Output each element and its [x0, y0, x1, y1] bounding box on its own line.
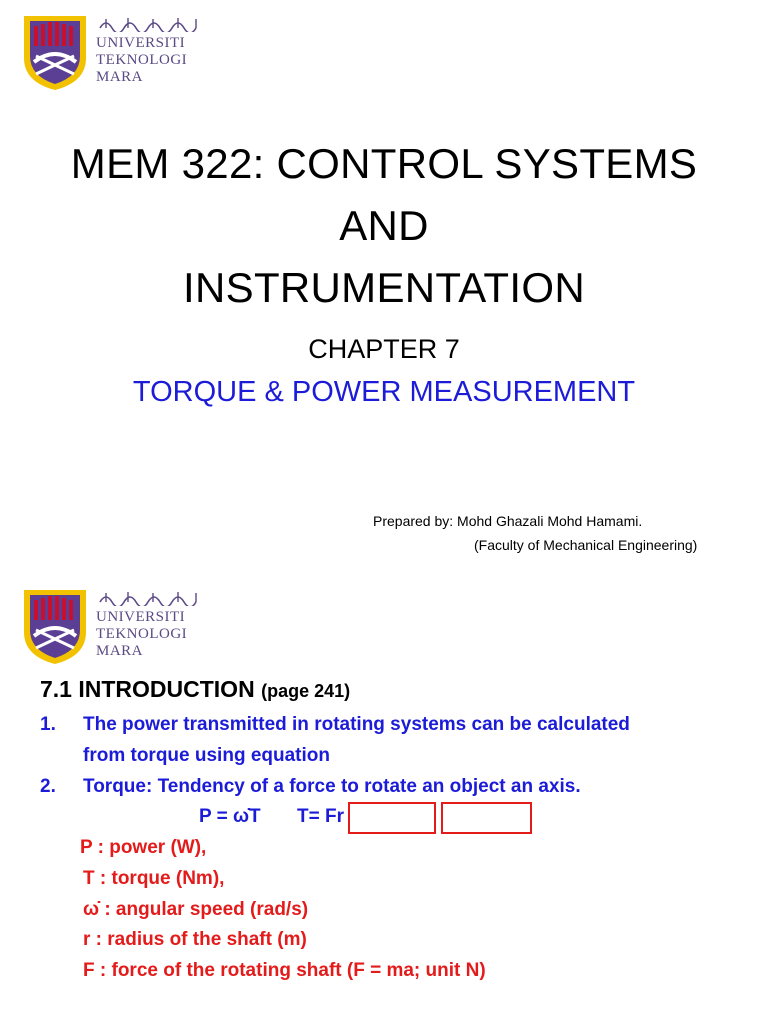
list-item-number: 2. — [40, 776, 56, 797]
university-line-1: UNIVERSITI — [96, 35, 186, 51]
university-line-3: MARA — [96, 69, 144, 85]
university-line-2: TEKNOLOGI — [96, 52, 188, 68]
course-title-line-3: INSTRUMENTATION — [183, 264, 585, 311]
university-name — [96, 609, 187, 660]
section-page-ref: (page 241) — [261, 681, 351, 701]
definition-radius: r : radius of the shaft (m) — [83, 929, 307, 950]
university-line-1: UNIVERSITI — [96, 609, 186, 625]
uitm-logo — [20, 12, 206, 92]
section-title: 7.1 INTRODUCTION — [40, 676, 262, 702]
section-heading — [40, 676, 350, 703]
definition-angular-speed: ω̇ : angular speed (rad/s) — [83, 899, 309, 920]
list-item-text: The power transmitted in rotating systems can be calculated — [83, 714, 630, 735]
chapter-label: CHAPTER 7 — [308, 334, 460, 364]
jawi-script-icon — [98, 590, 202, 606]
list-item-text: from torque using equation — [83, 745, 330, 766]
university-name — [96, 35, 187, 86]
introduction-slide — [0, 572, 768, 1024]
definition-torque: T : torque (Nm), — [83, 868, 225, 889]
power-equation: P = ω̇T — [199, 806, 261, 827]
course-title-line-1: MEM 322: CONTROL SYSTEMS — [70, 140, 698, 187]
university-line-2: TEKNOLOGI — [96, 626, 188, 642]
jawi-script-icon — [98, 16, 202, 32]
university-line-3: MARA — [96, 643, 144, 659]
definition-power: P : power (W), — [80, 837, 207, 858]
uitm-crest-icon — [20, 12, 90, 92]
definition-force: F : force of the rotating shaft (F = ma; unit N) — [83, 960, 486, 981]
uitm-crest-icon — [20, 586, 90, 666]
faculty-name: (Faculty of Mechanical Engineering) — [474, 537, 698, 553]
highlight-box — [348, 802, 436, 834]
uitm-logo — [20, 586, 206, 666]
course-title-line-2: AND — [339, 202, 429, 249]
highlight-box — [441, 802, 532, 834]
chapter-subtitle: TORQUE & POWER MEASUREMENT — [132, 376, 636, 408]
list-item-number: 1. — [40, 714, 56, 735]
torque-equation: T= Fr — [297, 806, 344, 827]
list-item-text: Torque: Tendency of a force to rotate an object an axis. — [83, 776, 581, 797]
prepared-by: Prepared by: Mohd Ghazali Mohd Hamami. — [373, 513, 643, 529]
